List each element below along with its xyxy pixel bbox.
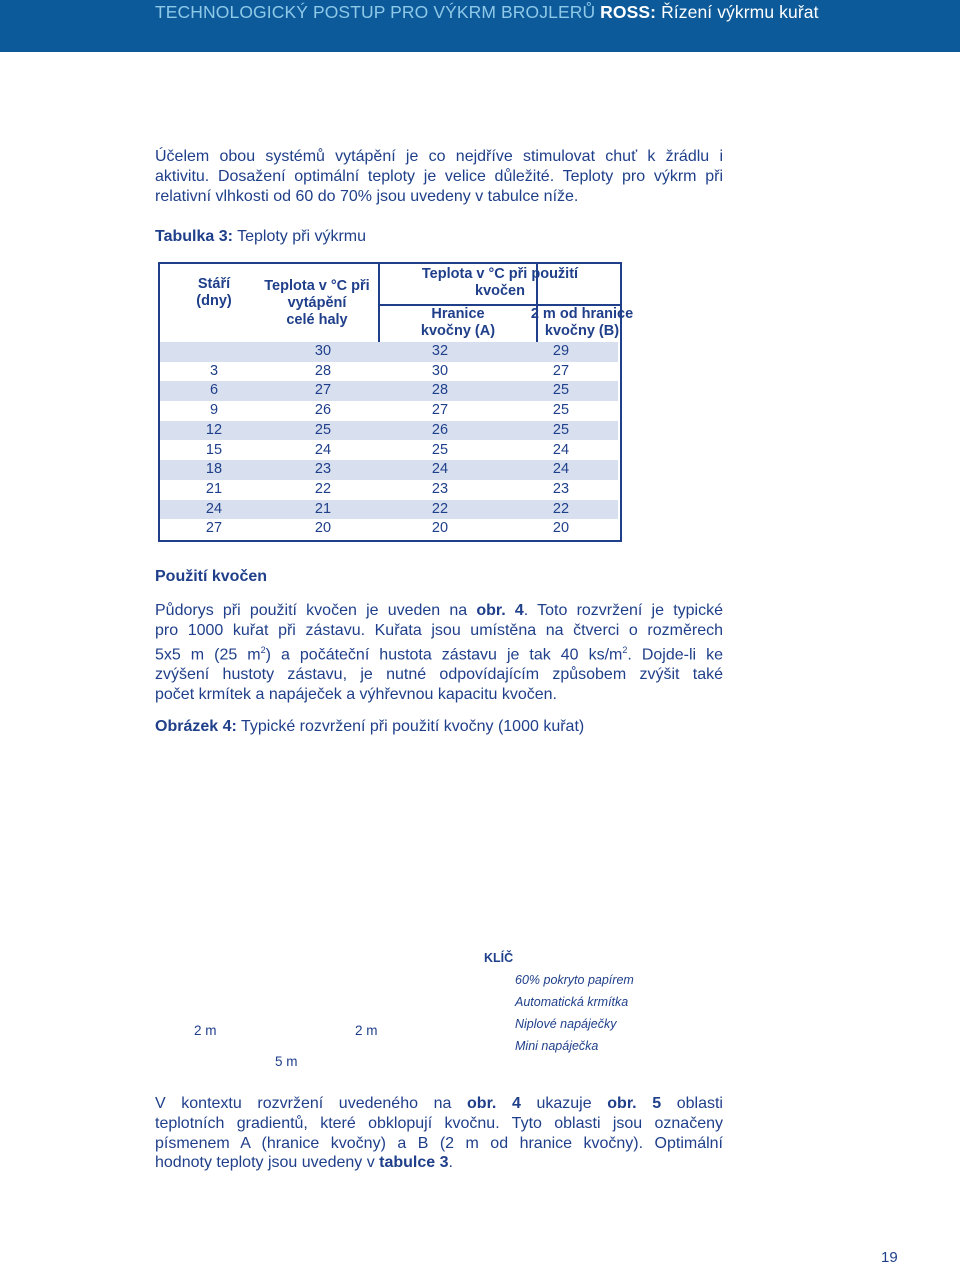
table-cell: 25 (552, 382, 570, 399)
intro-line: aktivitu. Dosažení optimální teploty je velice důležité. Teploty pro výkrm při (155, 167, 723, 185)
table-row (160, 460, 618, 480)
header-bar (0, 0, 960, 52)
table-row (160, 519, 618, 539)
table-cell: 22 (431, 500, 449, 517)
header-age-line: (dny) (196, 293, 232, 309)
table-cell: 23 (314, 461, 332, 478)
superscript: 2 (260, 644, 266, 655)
header-edge-a-line: kvočny (A) (420, 323, 496, 339)
header-section: Řízení výkrmu kuřat (661, 2, 819, 22)
table-cell: 20 (314, 520, 332, 537)
table-cell: 23 (552, 480, 570, 497)
table-cell: 24 (431, 461, 449, 478)
section-heading: Použití kvočen (155, 568, 268, 585)
paragraph-line (155, 641, 723, 665)
key-item: Automatická krmítka (515, 995, 629, 1009)
table-cell (164, 342, 264, 362)
table-cell: 27 (431, 402, 449, 419)
table-row (160, 421, 618, 441)
intro-line: relativní vlhkosti od 60 do 70% jsou uvedeny v tabulce níže. (155, 187, 579, 205)
dimension-label: 5 m (275, 1054, 298, 1069)
table-cell: 18 (205, 461, 223, 478)
text-run: ukazuje (520, 1095, 608, 1112)
header-brooder-group (380, 266, 620, 300)
running-header (155, 2, 819, 23)
intro-line: Účelem obou systémů vytápění je co nejdříve stimulovat chuť k žrádlu i (155, 148, 723, 165)
page-number: 19 (881, 1249, 898, 1266)
header-edge-a-line: Hranice (431, 306, 485, 322)
table-row (160, 441, 618, 461)
key-item: Niplové napáječky (515, 1017, 617, 1031)
header-prefix: TECHNOLOGICKÝ POSTUP PRO VÝKRM BROJLERŮ (155, 2, 596, 22)
text-run: oblasti (661, 1095, 723, 1112)
table-caption (155, 228, 366, 246)
table-cell: 27 (552, 362, 570, 379)
table-cell: 21 (205, 480, 223, 497)
text-run: 5x5 m (25 m (155, 645, 261, 663)
table-cell: 23 (431, 480, 449, 497)
table-cell: 3 (209, 362, 219, 379)
gradient-paragraph (155, 1094, 723, 1173)
text-run: Půdorys při použití kvočen je uveden na (155, 602, 477, 619)
table-cell: 27 (205, 520, 223, 537)
key-item: 60% pokryto papírem (515, 973, 634, 987)
dimension-label: 2 m (355, 1023, 378, 1038)
table-row (160, 401, 618, 421)
table-cell: 6 (209, 382, 219, 399)
table-cell: 12 (205, 421, 223, 438)
table-cell: 24 (552, 461, 570, 478)
header-brand: ROSS: (600, 2, 657, 22)
table-caption-label: Tabulka 3: (155, 228, 233, 245)
paragraph-line (155, 1094, 723, 1114)
header-whole-house-line: Teplota v °C při (264, 278, 370, 294)
table-cell: 26 (431, 421, 449, 438)
header-edge-b-line: kvočny (B) (544, 323, 620, 339)
superscript: 2 (622, 644, 628, 655)
header-age-line: Stáří (197, 276, 231, 292)
table-cell: 9 (209, 402, 219, 419)
table-cell: 29 (552, 343, 570, 359)
figure-caption-label: Obrázek 4: (155, 718, 237, 735)
table-cell: 22 (314, 480, 332, 497)
table-cell: 24 (552, 441, 570, 458)
table-cell: 25 (314, 421, 332, 438)
table-row (160, 381, 618, 401)
key-title: KLÍČ (484, 951, 514, 965)
table-cell: 30 (314, 343, 332, 359)
text-run: . Toto rozvržení je typické (523, 602, 723, 619)
table-cell: 20 (552, 520, 570, 537)
header-brooder-line: kvočen (475, 283, 525, 299)
text-run: ) a počáteční hustota zástavu je tak 40 ks/m (265, 645, 623, 663)
table-cell: 28 (314, 362, 332, 379)
figure-ref: obr. 4 (476, 602, 524, 619)
table-caption-text: Teploty při výkrmu (237, 228, 367, 245)
table-ref: tabulce 3 (379, 1154, 449, 1172)
table-cell: 15 (205, 441, 223, 458)
header-whole-house-line: vytápění (287, 295, 347, 311)
paragraph-line: písmenem A (hranice kvočny) a B (2 m od hranice kvočny). Optimální (155, 1134, 723, 1152)
text-run: . Dojde-li ke (627, 645, 723, 663)
paragraph-line: teplotních gradientů, které obklopují kvočnu. Tyto oblasti jsou označeny (155, 1114, 723, 1132)
table-cell: 21 (314, 500, 332, 517)
table-row (160, 342, 618, 362)
dimension-label: 2 m (194, 1023, 217, 1038)
brooding-paragraph (155, 601, 723, 704)
paragraph-line (155, 601, 723, 621)
text-run: . (448, 1154, 453, 1172)
table-row (160, 480, 618, 500)
table-cell: 30 (431, 362, 449, 379)
paragraph-line: zvýšení hustoty zástavu, je nutné odpovídajícím způsobem zvýšit také (155, 665, 723, 683)
intro-paragraph (155, 147, 723, 206)
table-cell: 25 (552, 421, 570, 438)
header-brooder-line: Teplota v °C při použití (421, 266, 579, 282)
table-cell: 20 (431, 520, 449, 537)
table-cell: 26 (314, 402, 332, 419)
table-cell: 22 (552, 500, 570, 517)
header-edge-a (380, 306, 536, 340)
table-cell: 28 (431, 382, 449, 399)
paragraph-line (155, 1153, 723, 1173)
table-cell: 24 (314, 441, 332, 458)
header-age (168, 276, 260, 310)
paragraph-line: počet krmítek a napáječek a výhřevnou kapacitu kvočen. (155, 685, 557, 703)
figure-caption-text: Typické rozvržení při použití kvočny (1000 kuřat) (240, 718, 585, 735)
figure-ref: obr. 5 (607, 1095, 662, 1112)
figure-caption (155, 718, 584, 736)
header-edge-b (530, 306, 634, 340)
table-cell: 27 (314, 382, 332, 399)
table-cell: 24 (205, 500, 223, 517)
header-whole-house-line: celé haly (286, 312, 348, 328)
figure-ref: obr. 4 (467, 1095, 521, 1112)
paragraph-line: pro 1000 kuřat při zástavu. Kuřata jsou umístěna na čtverci o rozměrech (155, 621, 723, 639)
header-edge-b-line: 2 m od hranice (530, 306, 634, 322)
text-run: V kontextu rozvržení uvedeného na (155, 1095, 468, 1112)
table-cell: 25 (552, 402, 570, 419)
table-cell: 32 (431, 343, 449, 359)
key-item: Mini napáječka (515, 1039, 599, 1053)
table-cell: 25 (431, 441, 449, 458)
text-run: hodnoty teploty jsou uvedeny v (155, 1154, 380, 1172)
table-row (160, 500, 618, 520)
header-whole-house (258, 278, 376, 329)
table-row (160, 362, 618, 382)
